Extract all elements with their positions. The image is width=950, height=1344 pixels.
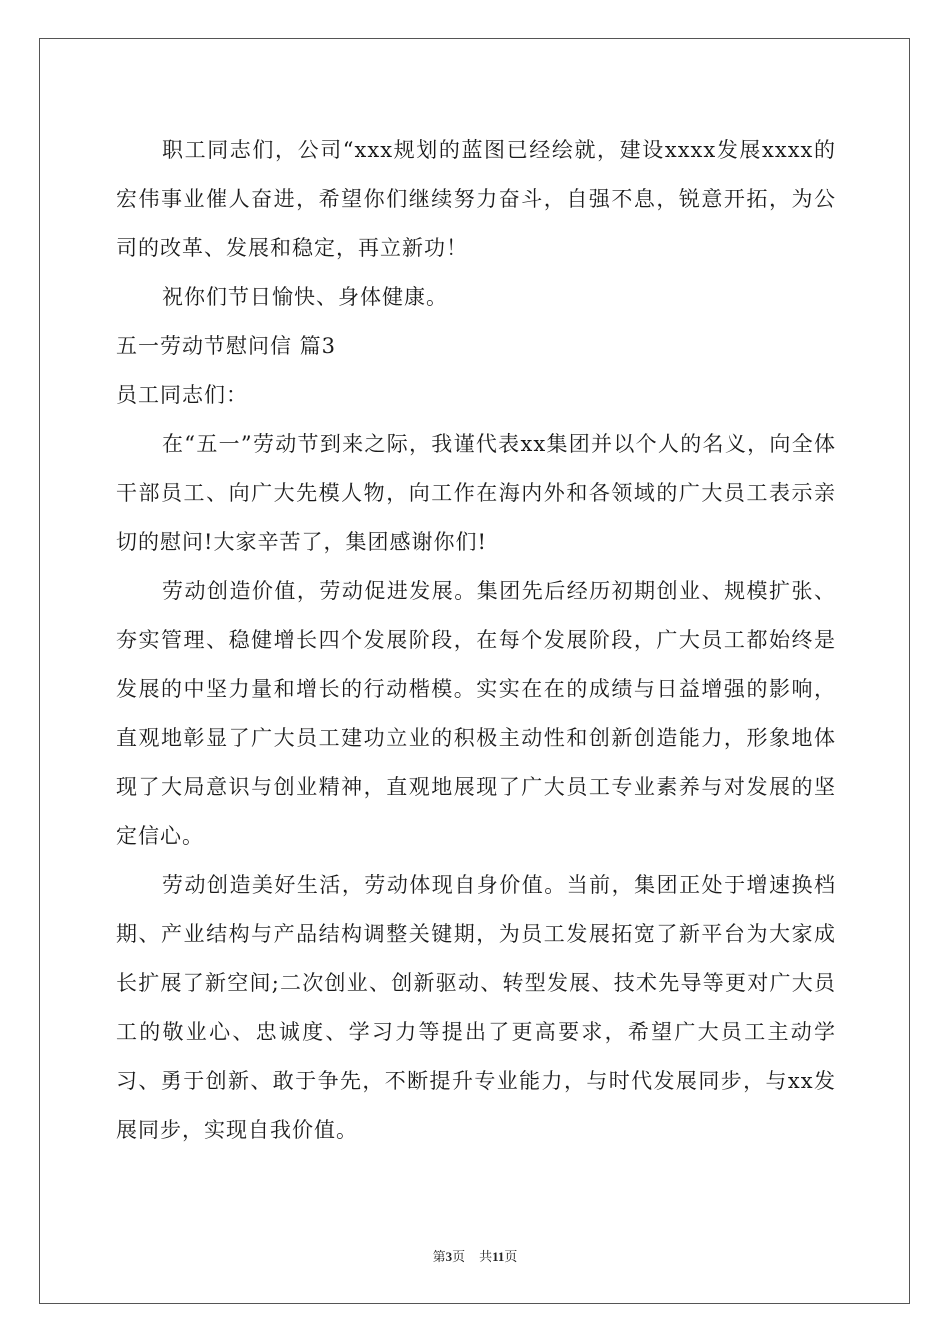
page-prefix: 第: [432, 1249, 446, 1264]
section-heading: 五一劳动节慰问信 篇3: [116, 334, 337, 358]
total-prefix: 共: [479, 1249, 493, 1264]
total-pages: 11: [492, 1249, 505, 1264]
page-number: 3: [445, 1249, 453, 1264]
paragraph-value-creation: 劳动创造价值，劳动促进发展。集团先后经历初期创业、规模扩张、夯实管理、稳健增长四个发展阶段，在每个发展阶段，广大员工都始终是发展的中坚力量和增长的行动楷模。实实在在的成绩与日益增强的影响，直观地彰显了广大员工建功立业的积极主动性和创新创造能力，形象地体现了大局意识与创业精神，直观地展现了广大员工专业素养与对发展的坚定信心。: [116, 579, 836, 848]
salutation: 员工同志们：: [116, 383, 248, 407]
paragraph-closing-wishes: 职工同志们，公司“xxx规划的蓝图已经绘就，建设xxxx发展xxxx的宏伟事业催人奋进，希望你们继续努力奋斗，自强不息，锐意开拓，为公司的改革、发展和稳定，再立新功！: [116, 138, 836, 260]
paragraph-holiday-greeting: 祝你们节日愉快、身体健康。: [162, 285, 448, 309]
page-footer: [0, 1249, 950, 1265]
page-suffix: 页: [452, 1249, 466, 1264]
document-body: [116, 126, 836, 1155]
paragraph-intro: 在“五一”劳动节到来之际，我谨代表xx集团并以个人的名义，向全体干部员工、向广大先模人物，向工作在海内外和各领域的广大员工表示亲切的慰问!大家辛苦了，集团感谢你们!: [116, 432, 836, 554]
paragraph-better-life: 劳动创造美好生活，劳动体现自身价值。当前，集团正处于增速换档期、产业结构与产品结构调整关键期，为员工发展拓宽了新平台为大家成长扩展了新空间;二次创业、创新驱动、转型发展、技术先导等更对广大员工的敬业心、忠诚度、学习力等提出了更高要求，希望广大员工主动学习、勇于创新、敢于争先，不断提升专业能力，与时代发展同步，与xx发展同步，实现自我价值。: [116, 873, 836, 1142]
total-suffix: 页: [504, 1249, 518, 1264]
